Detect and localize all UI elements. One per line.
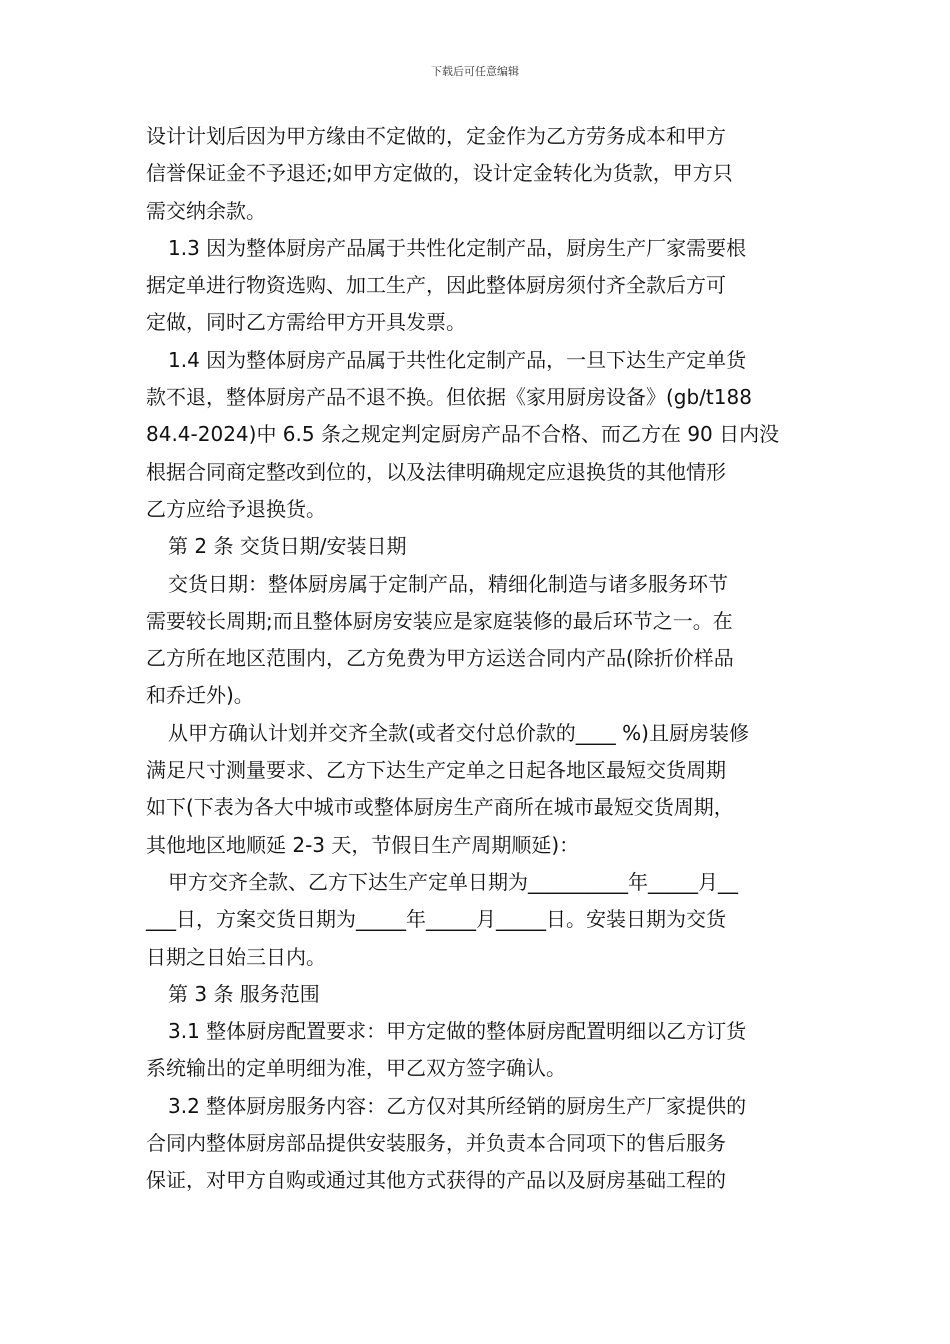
- text-line: 保证，对甲方自购或通过其他方式获得的产品以及厨房基础工程的: [146, 1168, 726, 1193]
- clause-1-3-line: 1.3 因为整体厨房产品属于共性化定制产品，厨房生产厂家需要根: [168, 235, 747, 260]
- text-line: 满足尺寸测量要求、乙方下达生产定单之日起各地区最短交货周期: [146, 758, 726, 783]
- delivery-date-line: 交货日期：整体厨房属于定制产品，精细化制造与诸多服务环节: [168, 571, 728, 596]
- clause-1-4-line: 1.4 因为整体厨房产品属于共性化定制产品，一旦下达生产定单货: [168, 347, 747, 372]
- payment-confirm-line: 从甲方确认计划并交齐全款(或者交付总价款的____ %)且厨房装修: [168, 720, 749, 745]
- text-line: 和乔迁外)。: [146, 683, 254, 708]
- order-date-line: 甲方交齐全款、乙方下达生产定单日期为__________年_____月__: [168, 869, 738, 894]
- text-line: 信誉保证金不予退还;如甲方定做的，设计定金转化为货款，甲方只: [146, 161, 733, 186]
- page-header: 下载后可任意编辑: [431, 65, 519, 78]
- clause-3-1-line: 3.1 整体厨房配置要求：甲方定做的整体厨房配置明细以乙方订货: [168, 1019, 747, 1044]
- text-line: 根据合同商定整改到位的，以及法律明确规定应退换货的其他情形: [146, 459, 726, 484]
- text-line: 款不退，整体厨房产品不退不换。但依据《家用厨房设备》(gb/t188: [146, 385, 752, 410]
- text-line: ___日，方案交货日期为_____年_____月_____日。安装日期为交货: [146, 907, 726, 932]
- text-line: 需交纳余款。: [146, 198, 266, 223]
- text-line: 其他地区地顺延 2-3 天，节假日生产周期顺延)：: [146, 832, 580, 857]
- text-line: 合同内整体厨房部品提供安装服务，并负责本合同项下的售后服务: [146, 1131, 726, 1156]
- text-line: 日期之日始三日内。: [146, 944, 326, 969]
- clause-3-2-line: 3.2 整体厨房服务内容：乙方仅对其所经销的厨房生产厂家提供的: [168, 1093, 747, 1118]
- document-body: [146, 118, 810, 1200]
- text-line: 如下(下表为各大中城市或整体厨房生产商所在城市最短交货周期，: [146, 795, 734, 820]
- text-line: 据定单进行物资选购、加工生产，因此整体厨房须付齐全款后方可: [146, 273, 726, 298]
- article-2-heading: 第 2 条 交货日期/安装日期: [168, 534, 407, 559]
- text-line: 需要较长周期;而且整体厨房安装应是家庭装修的最后环节之一。在: [146, 608, 733, 633]
- text-line: 设计计划后因为甲方缘由不定做的，定金作为乙方劳务成本和甲方: [146, 124, 726, 148]
- text-line: 系统输出的定单明细为准，甲乙双方签字确认。: [146, 1056, 566, 1081]
- text-line: 定做，同时乙方需给甲方开具发票。: [146, 310, 466, 335]
- text-line: 乙方所在地区范围内，乙方免费为甲方运送合同内产品(除折价样品: [146, 646, 734, 671]
- text-line: 乙方应给予退换货。: [146, 496, 326, 521]
- text-line: 84.4-2024)中 6.5 条之规定判定厨房产品不合格、而乙方在 90 日内没: [146, 422, 780, 447]
- article-3-heading: 第 3 条 服务范围: [168, 981, 320, 1006]
